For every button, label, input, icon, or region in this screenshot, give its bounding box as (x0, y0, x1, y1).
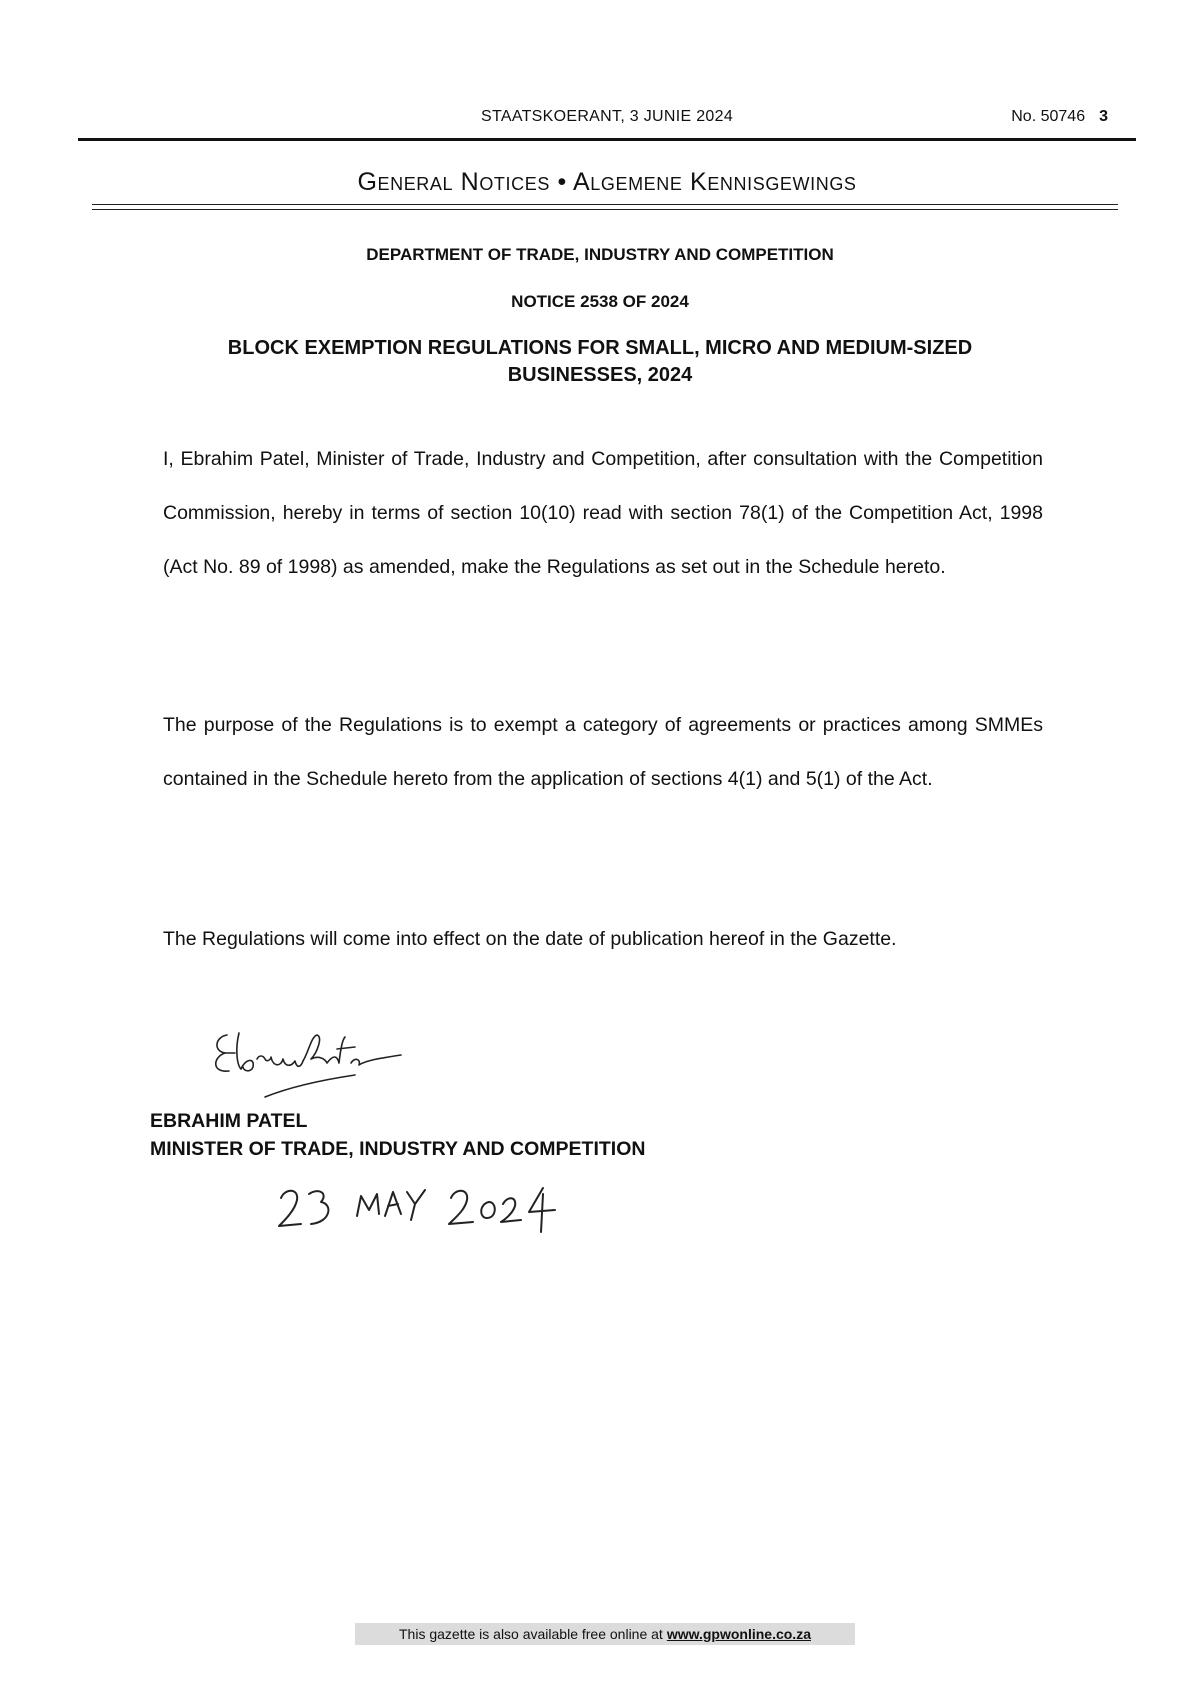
section-title: General Notices • Algemene Kennisgewings (357, 168, 857, 196)
paragraph-purpose: The purpose of the Regulations is to exempt a category of agreements or practices among SMMEs contained in the Schedule hereto from the application of sections 4(1) and 5(1) of the Act. (163, 714, 1043, 790)
header-rule (78, 138, 1136, 141)
footer-text: This gazette is also available free online at (399, 1626, 663, 1642)
regulation-title (100, 335, 1100, 389)
handwritten-date-image (275, 1180, 565, 1240)
department-heading: DEPARTMENT OF TRADE, INDUSTRY AND COMPETITION (366, 245, 834, 264)
footer-link[interactable]: www.gpwonline.co.za (666, 1626, 811, 1642)
gazette-number-text: No. 50746 (1011, 108, 1086, 125)
gazette-number (1011, 108, 1108, 126)
signer-name: EBRAHIM PATEL (150, 1110, 308, 1132)
paragraph-enactment: I, Ebrahim Patel, Minister of Trade, Industry and Competition, after consultation with the Competition Commission, hereby in terms of section 10(10) read with section 78(1) of the Competition Act, 1998 (Act No. 89 of 1998) as amended, make the Regulations as set out in the Schedule hereto. (163, 448, 1043, 578)
signature-image (205, 1015, 405, 1105)
section-rule-top (92, 204, 1118, 205)
signer-title: MINISTER OF TRADE, INDUSTRY AND COMPETITION (150, 1138, 646, 1160)
paragraph-commencement: The Regulations will come into effect on the date of publication hereof in the Gazette. (163, 928, 897, 950)
page-number: 3 (1099, 108, 1108, 125)
gazette-date: STAATSKOERANT, 3 JUNIE 2024 (480, 108, 734, 125)
section-rule-bottom (92, 209, 1118, 210)
regulation-title-line1: BLOCK EXEMPTION REGULATIONS FOR SMALL, MICRO AND MEDIUM-SIZED (227, 337, 973, 359)
footer-band (355, 1623, 855, 1645)
running-header (78, 108, 1136, 132)
notice-number: NOTICE 2538 OF 2024 (511, 292, 689, 311)
regulation-title-line2: BUSINESSES, 2024 (507, 364, 693, 386)
